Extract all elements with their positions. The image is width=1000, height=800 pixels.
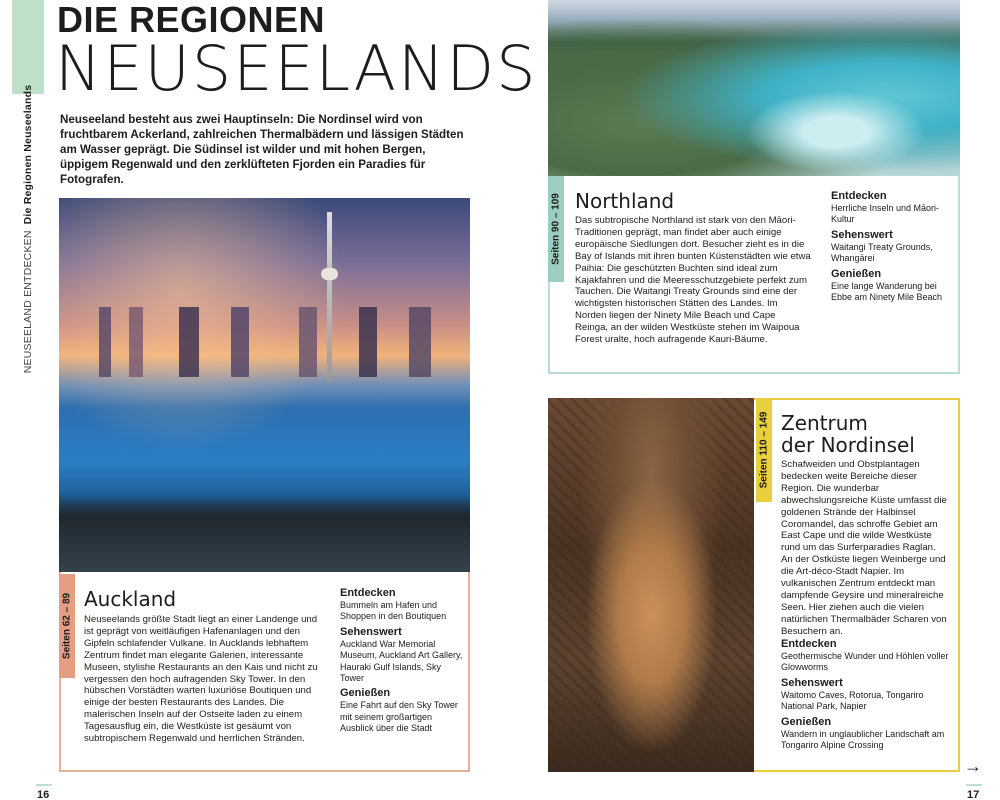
maori-carving-photo <box>548 398 755 772</box>
fact-text: Eine lange Wanderung bei Ebbe am Ninety Mile Beach <box>831 280 943 303</box>
running-head <box>12 84 44 374</box>
sky-tower-shape <box>327 212 332 382</box>
page-number-right: 17 <box>967 789 980 800</box>
fact-label: Entdecken <box>831 190 887 202</box>
fact-label: Sehenswert <box>340 625 402 638</box>
northland-facts <box>831 190 955 306</box>
northland-pages-label: Seiten 90 – 109 <box>548 176 564 282</box>
page-title-line1: DIE REGIONEN <box>57 0 326 40</box>
shore-foreground <box>59 493 470 573</box>
page-number-left: 16 <box>37 789 50 800</box>
northland-text: Das subtropische Northland ist stark von den Māori-Traditionen geprägt, man findet aber auch einige europäische Siedlungen dort. Besucher zieht es in die Bay of Islands mit ihren bunten Küstenstädten wie etwa Paihia: Die geschützten Buchten sind ideal zum Kajakfahren und die Meeresschutzgebiete perfekt zum Tauchen. Die Waitangi Treaty Grounds sind eine der wichtigsten historischen Stätten des Landes. Im Norden liegen der Ninety Mile Beach und Cape Reinga, an der wilden Westküste stehen im Waipoua Forest uralte, hoch aufragende Kauri-Bäume. <box>575 215 811 346</box>
skyline-silhouette <box>59 307 470 377</box>
fact-label: Sehenswert <box>781 676 843 689</box>
running-head-chapter: Die Regionen Neuseelands <box>22 84 34 225</box>
page-title-line2: NEUSEELANDS <box>55 32 538 105</box>
northland-bay-photo <box>548 0 960 176</box>
fact-text: Eine Fahrt auf den Sky Tower mit seinem großartigen Ausblick über die Stadt <box>340 700 458 734</box>
zentrum-text: Schafweiden und Obstplantagen bedecken weite Bereiche dieser Region. Die wunderbar abwechslungsreiche Küste umfasst die goldenen Strände der Halbinsel Coromandel, das schroffe Gebiet am East Cape und die wilde Westküste rund um das Surferparadies Raglan. An der Ostküste liegen Weinberge und die Art-déco-Stadt Napier. Im vulkanischen Zentrum entdeckt man dampfende Geysire und mineralreiche Seen. Hier ziehen auch die vielen natürlichen Thermalbäder Scharen von Besuchern an. <box>781 459 947 637</box>
fact-text: Geothermische Wunder und Höhlen voller Glowworms <box>781 651 949 673</box>
fact-label: Sehenswert <box>831 228 893 241</box>
page-number-rule-right <box>966 784 982 786</box>
fact-label: Genießen <box>781 715 832 728</box>
fact-text: Waitomo Caves, Rotorua, Tongariro National Park, Napier <box>781 689 924 712</box>
fact-label: Entdecken <box>340 587 396 599</box>
fact-text: Herrliche Inseln und Māori-Kultur <box>831 203 940 225</box>
fact-label: Genießen <box>340 687 391 700</box>
auckland-pages-label: Seiten 62 – 89 <box>59 574 75 678</box>
fact-text: Auckland War Memorial Museum, Auckland Art Gallery, Hauraki Gulf Islands, Sky Tower <box>340 638 463 684</box>
running-head-section: NEUSEELAND ENTDECKEN <box>22 230 34 374</box>
zentrum-pages-label: Seiten 110 – 149 <box>756 398 772 502</box>
zentrum-facts <box>781 638 951 754</box>
northland-title: Northland <box>575 189 675 213</box>
auckland-text: Neuseelands größte Stadt liegt an einer Landenge und ist geprägt von weitläufigen Hafenanlagen und den Gipfeln schlafender Vulkane. In Aucklands lebhaftem Zentrum findet man elegante Galerien, interessante Museen, stylishe Restaurants an den Kais und nicht zu vergessen den hoch aufragenden Sky Tower. In den hübschen Vorstädten warten luxuriöse Boutiquen und einige der besten Restaurants des Landes. Die malerischen Inseln auf der Ostseite laden zu einem Tagesausflug ein, die Westküste ist gesäumt von subtropischem Regenwald und herrlichen Stränden. <box>84 614 318 745</box>
zentrum-title-line2: der Nordinsel <box>781 433 915 457</box>
section-tab <box>12 0 44 94</box>
zentrum-title-line1: Zentrum <box>781 411 868 435</box>
fact-label: Genießen <box>831 267 882 280</box>
auckland-title: Auckland <box>84 587 177 611</box>
fact-text: Bummeln am Hafen und Shoppen in den Boutiquen <box>340 600 447 622</box>
fact-text: Wandern in unglaublicher Landschaft am Tongariro Alpine Crossing <box>781 728 945 751</box>
fact-text: Waitangi Treaty Grounds, Whangārei <box>831 241 933 264</box>
auckland-facts <box>340 587 464 738</box>
arrow-right-icon[interactable]: → <box>964 756 982 776</box>
page-number-rule-left <box>36 784 52 786</box>
intro-paragraph: Neuseeland besteht aus zwei Hauptinseln: Die Nordinsel wird von fruchtbarem Ackerland, zahlreichen Thermalbädern und lässigen Städten am Wasser geprägt. Die Südinsel ist wilder und mit hohen Bergen, üppigem Regenwald und den zerklüfteten Fjorden ein Paradies für Fotografen. <box>60 113 464 186</box>
fact-label: Entdecken <box>781 638 837 650</box>
auckland-skyline-photo <box>59 198 470 573</box>
